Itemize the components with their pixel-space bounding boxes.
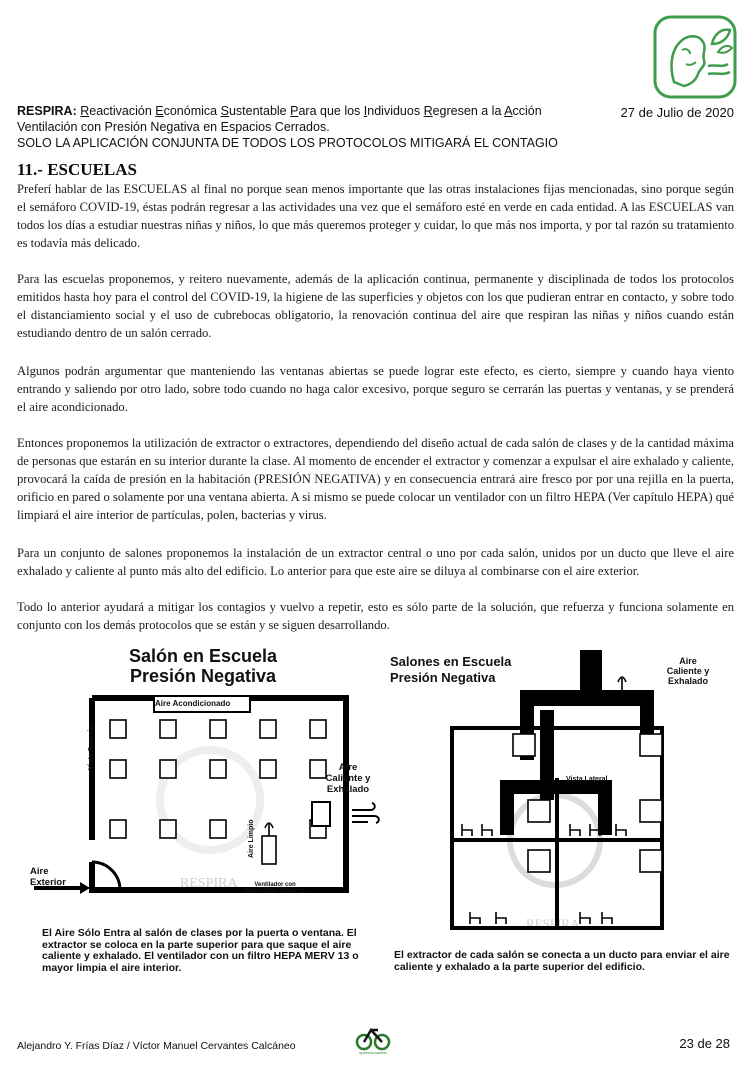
extractor [312, 802, 330, 826]
header-line1 [17, 104, 542, 119]
figure1-watermark: RESPIRA [180, 876, 238, 891]
figure1-caption: El Aire Sólo Entra al salón de clases por la puerta o ventana. El extractor se coloca en la parte superior para que saque el aire caliente y exhalado. El ventilador con un filtro HEPA MERV 13 o mayor limpia el aire interior. [42, 927, 359, 974]
fig2-hot-air-label: Aire Caliente y Exhalado [666, 656, 710, 686]
ac-label: Aire Acondicionado [155, 699, 231, 708]
acronym-words: Reactivación Económica Sustentable Para que los Individuos Regresen a la Acción [80, 104, 542, 118]
paragraph-3: Algunos podrán argumentar que manteniendo las ventanas abiertas se puede lograr este efecto, es cierto, siempre y cuando haya viento entrando y saliendo por otro lado, sobre todo cuando no haga calor excesivo, porque seguro se cerrarán las puertas y ventanas, y se prenderá el aire acondicionado. [17, 364, 734, 414]
footer-authors: Alejandro Y. Frías Díaz / Víctor Manuel Cervantes Calcáneo [17, 1040, 296, 1052]
extractors [513, 734, 662, 872]
building-outline [452, 728, 662, 928]
desks [110, 720, 326, 838]
figure1-classroom-diagram [30, 690, 390, 930]
paragraph-4: Entonces proponemos la utilización de extractor o extractores, dependiendo del diseño actual de cada salón de clases y de la cantidad máxima de personas que estarán en su interior durante la clase. Al momento de encender el extractor y comenzar a expulsar el aire exhalado y caliente, provocará la caída de presión en la habitación (PRESIÓN NEGATIVA) y en consecuencia entrará aire fresco por por una rejilla en la puerta, orificio en pared o solamente por una ventana abierta. A si mismo se puede colocar un ventilador con un filtro HEPA (Ver capítulo HEPA) qué limpiará el aire interior de partículas, polen, bacterias y virus. [17, 436, 734, 522]
respira-logo [652, 14, 738, 100]
door-swing [92, 862, 120, 890]
figure2-watermark: RESPIRA [526, 916, 580, 931]
outside-air-label: Aire Exterior [30, 866, 66, 888]
paragraph-5: Para un conjunto de salones proponemos la instalación de un extractor central o uno por cada salón, unidos por un ducto que lleve el aire exhalado y caliente al punto más alto del edificio. Lo anterior para que este aire se diluya al combinarse con el aire exterior. [17, 546, 734, 578]
hepa-fan [262, 823, 276, 864]
document-date: 27 de Julio de 2020 [620, 105, 734, 120]
figure2-building-diagram [380, 650, 740, 950]
air-out-arrows [352, 803, 379, 823]
paragraph-6: Todo lo anterior ayudará a mitigar los contagios y vuelvo a repetir, esto es sólo parte de la solución, que refuerza y funciona solamente en conjunto con los demás protocolos que se están y se siguen desarrollando. [17, 600, 734, 632]
header-prefix: RESPIRA: [17, 104, 77, 118]
header-line2: Ventilación con Presión Negativa en Espacios Cerrados. [17, 120, 330, 134]
paragraph-2: Para las escuelas proponemos, y reitero nuevamente, además de la aplicación continua, permanente y disciplinada de todos los protocolos emitidos hasta hoy para el control del COVID-19, la higiene de las superficies y objetos con los que pudieran entrar en contacto, y sobre todo el distanciamiento social y el uso de cubrebocas obligatorio, la renovación continua del aire que respiran las niñas y niños cuando están estudiando dentro de un salón cerrado. [17, 272, 734, 340]
figure2-title: Salones en Escuela Presión Negativa [390, 654, 512, 685]
section-title: 11.- ESCUELAS [17, 160, 137, 179]
figure1-title: Salón en Escuela Presión Negativa [128, 646, 278, 686]
footer-logo-text: quitensecacielo [359, 1050, 387, 1055]
page-number: 23 de 28 [679, 1036, 730, 1051]
header-line3: SOLO LA APLICACIÓN CONJUNTA DE TODOS LOS PROTOCOLOS MITIGARÁ EL CONTAGIO [17, 136, 558, 150]
clean-air-label: Aire Limpio [248, 819, 255, 858]
paragraph-1: Preferí hablar de las ESCUELAS al final no porque sean menos importante que las otras instalaciones fijas mencionadas, sino porque según el semáforo COVID-19, éstas podrán regresar a las actividades una vez que el semáforo esté en verde en cada entidad. A las ESCUELAS van todos los días a estudiar nuestras niñas y niños, lo que más queremos proteger y cuidar, lo que más nos importa, y por tal razón su tratamiento es todavía más delicado. [17, 182, 734, 250]
exhaust-vent [618, 677, 626, 690]
bicycle-logo-icon [354, 1020, 392, 1054]
figure2-caption: El extractor de cada salón se conecta a un ducto para enviar el aire caliente y exhalado a la parte superior del edificio. [394, 949, 730, 973]
hot-air-label: Aire Caliente y Exhalado [325, 762, 371, 795]
vista-superior-label: Vista Superior [88, 722, 95, 770]
vista-lateral-label: Vista Lateral [566, 776, 608, 783]
fan-label: Ventilador con Filtro HEPA MERV 13 [245, 882, 305, 895]
